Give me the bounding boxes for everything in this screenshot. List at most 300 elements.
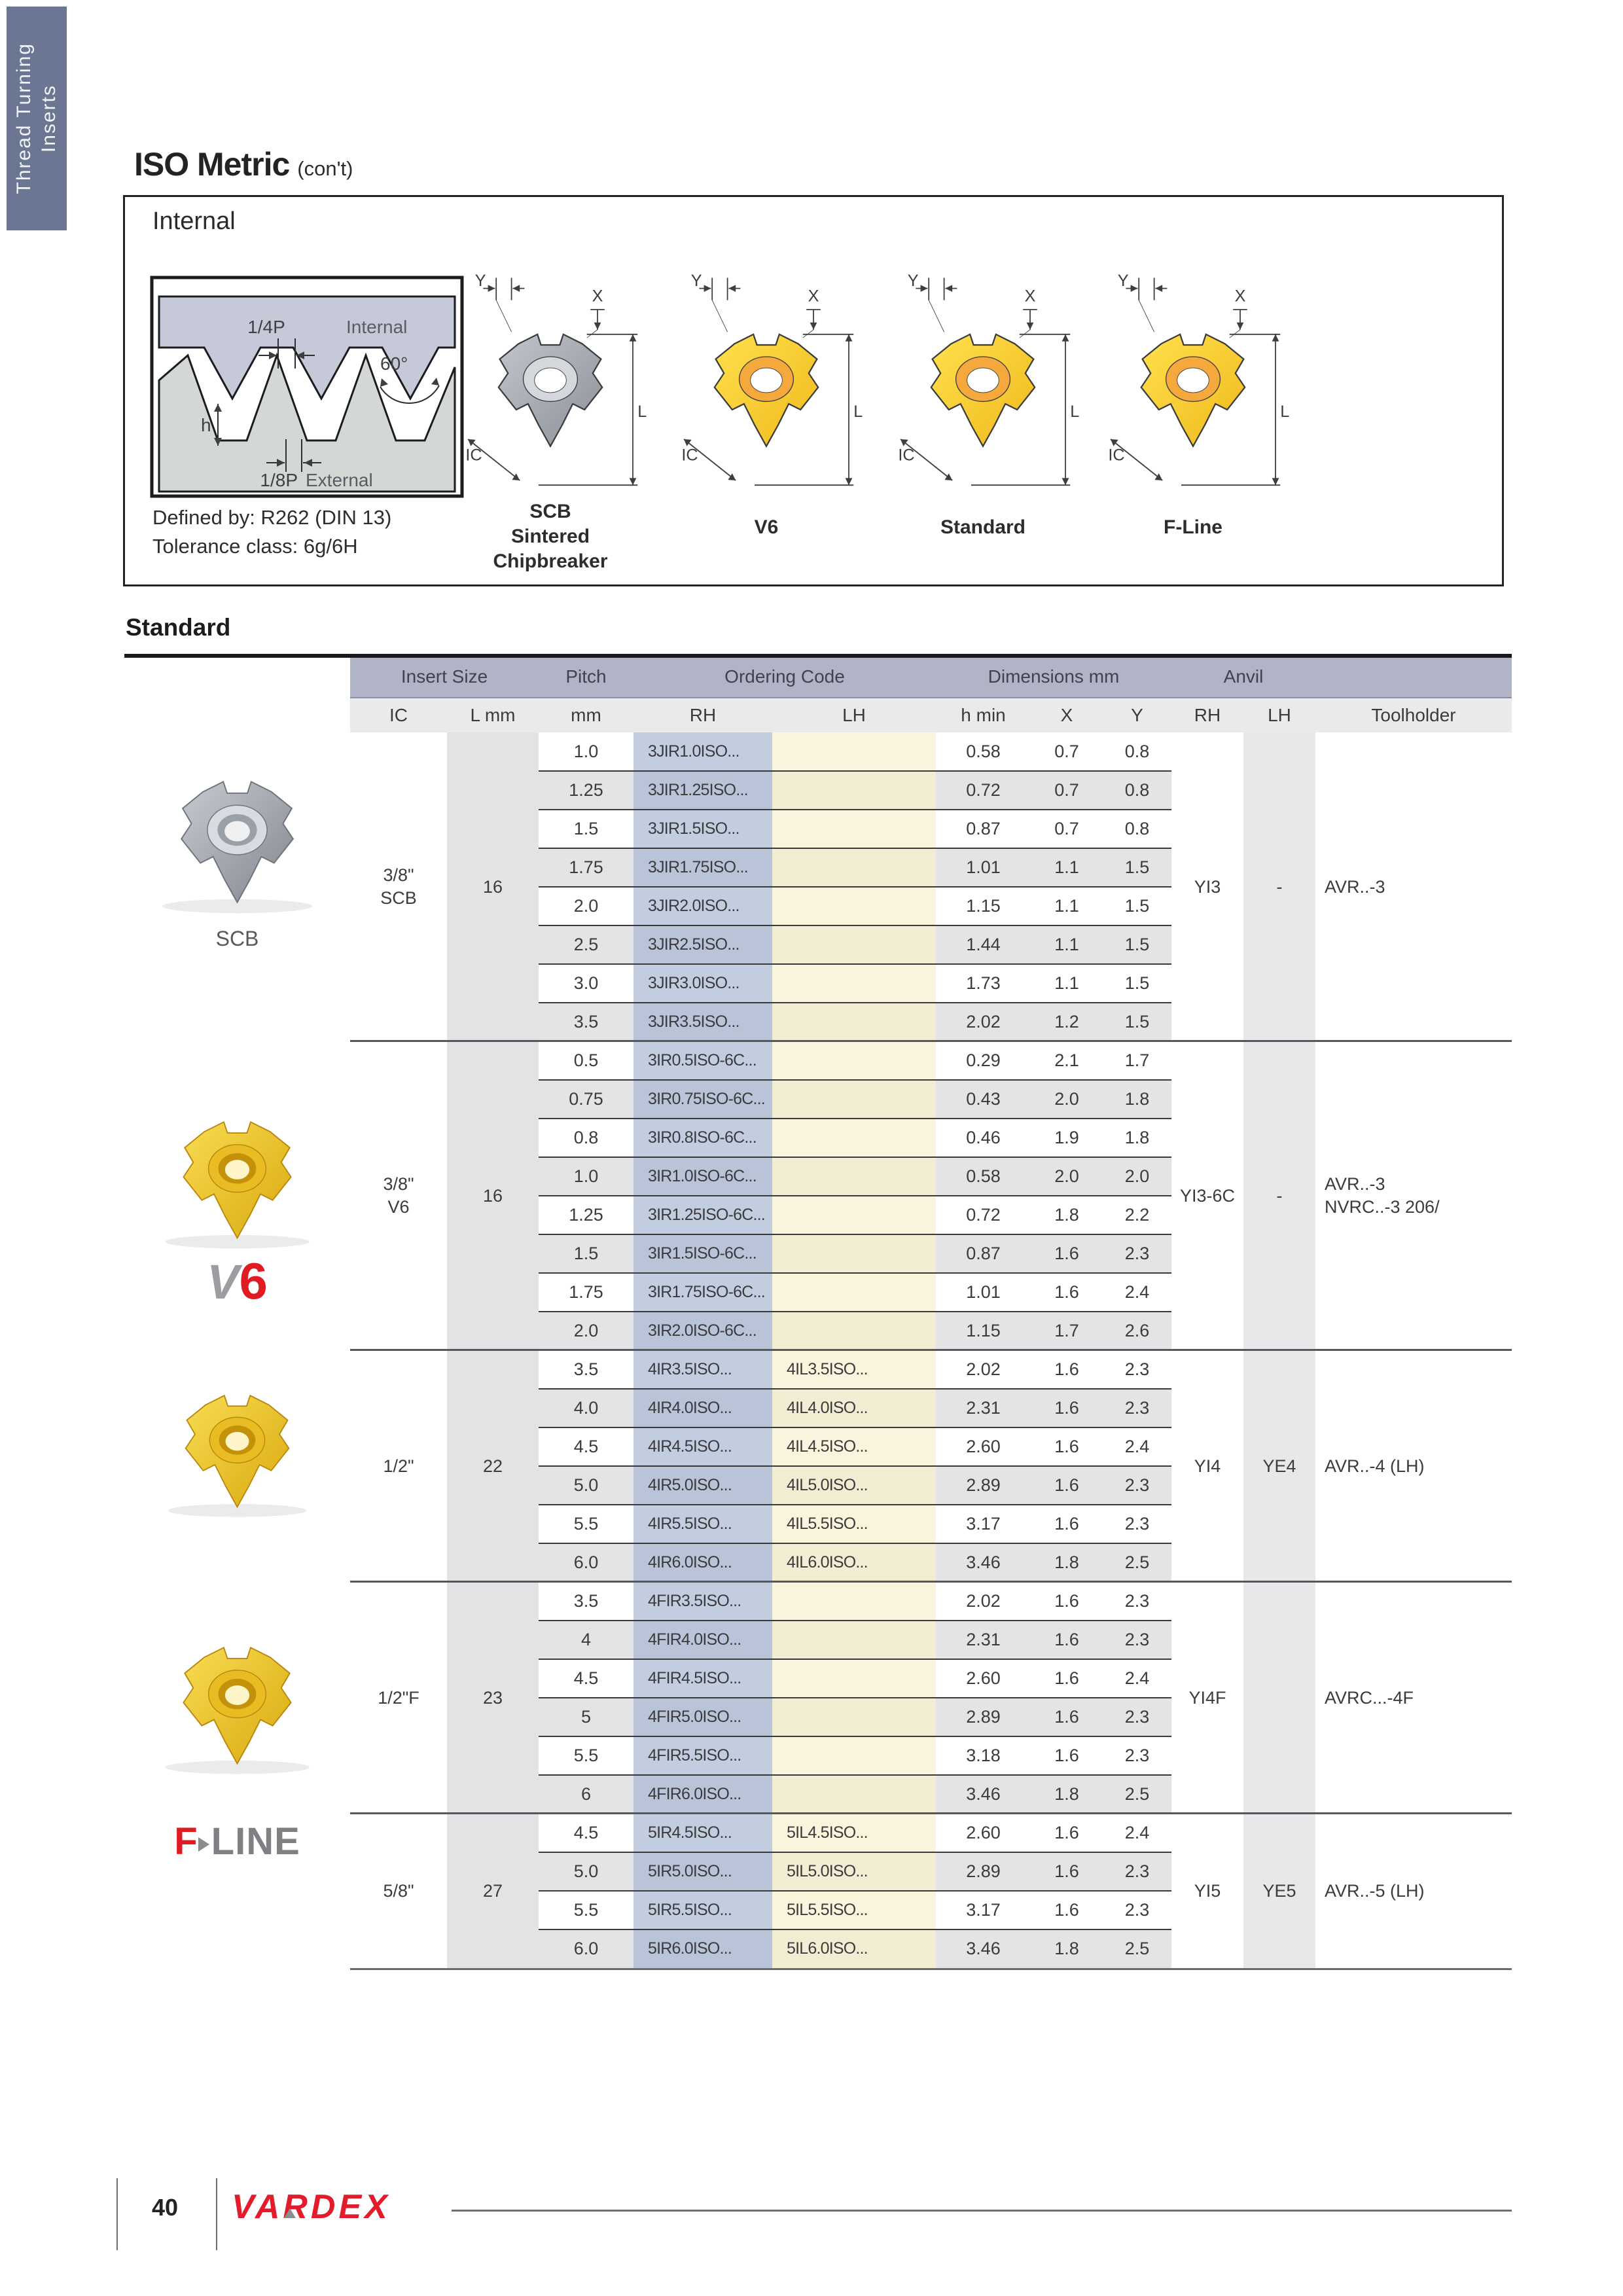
pitch-cell: 4.5 bbox=[539, 1659, 633, 1698]
svg-text:Y: Y bbox=[690, 272, 702, 290]
h-min-cell: 0.43 bbox=[936, 1080, 1031, 1119]
y-cell: 1.5 bbox=[1103, 925, 1171, 964]
pitch-cell: 3.5 bbox=[539, 1003, 633, 1041]
h-min-cell: 0.29 bbox=[936, 1041, 1031, 1080]
h-min-cell: 0.72 bbox=[936, 1196, 1031, 1234]
h-min-cell: 2.02 bbox=[936, 1003, 1031, 1041]
h-min-cell: 2.89 bbox=[936, 1466, 1031, 1505]
ordering-code-rh-cell: 4FIR6.0ISO... bbox=[633, 1775, 787, 1814]
svg-text:Y: Y bbox=[907, 272, 919, 290]
ordering-code-lh-cell: 4IL4.0ISO... bbox=[772, 1389, 950, 1427]
x-cell: 1.8 bbox=[1031, 1929, 1103, 1968]
row-separator bbox=[539, 1272, 1171, 1274]
row-separator bbox=[539, 1079, 1171, 1081]
insert-variant-diagram-standard bbox=[878, 262, 1088, 498]
x-cell: 1.6 bbox=[1031, 1505, 1103, 1543]
row-separator bbox=[539, 1388, 1171, 1390]
toolholder-cell: AVR..-4 (LH) bbox=[1325, 1456, 1425, 1476]
footer-rule bbox=[452, 2210, 1512, 2212]
row-separator bbox=[539, 809, 1171, 810]
y-cell: 2.5 bbox=[1103, 1929, 1171, 1968]
h-min-cell: 0.58 bbox=[936, 1157, 1031, 1196]
pitch-cell: 5.5 bbox=[539, 1736, 633, 1775]
x-cell: 1.6 bbox=[1031, 1582, 1103, 1621]
ordering-code-rh-cell: 4IR3.5ISO... bbox=[633, 1350, 787, 1389]
svg-text:X: X bbox=[1234, 287, 1246, 306]
ordering-code-lh-cell bbox=[772, 1041, 950, 1080]
ordering-code-rh-cell: 4FIR3.5ISO... bbox=[633, 1582, 787, 1621]
y-cell: 0.8 bbox=[1103, 771, 1171, 810]
ordering-code-rh-cell: 5IR5.0ISO... bbox=[633, 1852, 787, 1891]
svg-text:L: L bbox=[1280, 402, 1290, 421]
x-cell: 1.6 bbox=[1031, 1852, 1103, 1891]
y-cell: 2.3 bbox=[1103, 1891, 1171, 1929]
x-cell: 1.1 bbox=[1031, 964, 1103, 1003]
y-cell: 2.4 bbox=[1103, 1273, 1171, 1312]
ordering-code-lh-cell bbox=[772, 1080, 950, 1119]
ordering-code-rh-cell: 4IR6.0ISO... bbox=[633, 1543, 787, 1582]
l-cell: 27 bbox=[482, 1880, 503, 1901]
x-cell: 1.8 bbox=[1031, 1543, 1103, 1582]
x-cell: 1.6 bbox=[1031, 1736, 1103, 1775]
x-cell: 1.8 bbox=[1031, 1775, 1103, 1814]
header-group-anvil: Anvil bbox=[1223, 666, 1264, 687]
pitch-cell: 1.75 bbox=[539, 1273, 633, 1312]
h-min-cell: 2.60 bbox=[936, 1427, 1031, 1466]
x-cell: 2.0 bbox=[1031, 1080, 1103, 1119]
sub-header-y: Y bbox=[1131, 705, 1143, 725]
anvil-rh-cell: YI4 bbox=[1194, 1456, 1221, 1476]
row-separator bbox=[539, 963, 1171, 965]
row-separator bbox=[539, 1697, 1171, 1698]
anvil-rh-cell: YI3-6C bbox=[1179, 1185, 1236, 1206]
row-separator bbox=[539, 1659, 1171, 1660]
l-cell: 22 bbox=[482, 1456, 503, 1476]
row-separator bbox=[539, 1465, 1171, 1467]
x-cell: 1.7 bbox=[1031, 1312, 1103, 1350]
pitch-cell: 3.5 bbox=[539, 1350, 633, 1389]
h-min-cell: 3.17 bbox=[936, 1505, 1031, 1543]
svg-text:Y: Y bbox=[1117, 272, 1129, 290]
y-cell: 2.3 bbox=[1103, 1621, 1171, 1659]
y-cell: 2.3 bbox=[1103, 1736, 1171, 1775]
pitch-cell: 4.5 bbox=[539, 1427, 633, 1466]
y-cell: 2.3 bbox=[1103, 1350, 1171, 1389]
ordering-code-lh-cell bbox=[772, 1234, 950, 1273]
x-cell: 1.6 bbox=[1031, 1814, 1103, 1852]
h-min-cell: 0.87 bbox=[936, 810, 1031, 848]
x-cell: 1.2 bbox=[1031, 1003, 1103, 1041]
ordering-code-rh-cell: 3JIR1.25ISO... bbox=[633, 771, 787, 810]
ordering-code-lh-cell bbox=[772, 1312, 950, 1350]
sub-header-l: L mm bbox=[470, 705, 516, 725]
x-cell: 1.6 bbox=[1031, 1698, 1103, 1736]
internal-section-box bbox=[123, 195, 1504, 586]
x-cell: 1.6 bbox=[1031, 1350, 1103, 1389]
svg-text:IC: IC bbox=[898, 446, 915, 465]
insert-variant-caption: V6 bbox=[754, 516, 779, 538]
y-cell: 1.5 bbox=[1103, 964, 1171, 1003]
l-cell: 23 bbox=[482, 1687, 503, 1708]
brand-logo: VARDEX bbox=[232, 2188, 391, 2226]
h-min-cell: 1.44 bbox=[936, 925, 1031, 964]
ordering-code-rh-cell: 3IR1.25ISO-6C... bbox=[633, 1196, 787, 1234]
toolholder-cell: AVRC...-4F bbox=[1325, 1687, 1414, 1708]
ic-cell: 5/8" bbox=[383, 1880, 414, 1901]
ordering-code-rh-cell: 3JIR1.5ISO... bbox=[633, 810, 787, 848]
h-min-cell: 2.89 bbox=[936, 1852, 1031, 1891]
table-header-groups bbox=[350, 658, 1512, 698]
f-line-logo-line: LINE bbox=[211, 1820, 300, 1863]
page-title bbox=[134, 145, 353, 183]
x-cell: 1.6 bbox=[1031, 1273, 1103, 1312]
pitch-cell: 1.0 bbox=[539, 732, 633, 771]
y-cell: 2.3 bbox=[1103, 1505, 1171, 1543]
row-separator bbox=[539, 1234, 1171, 1235]
ordering-code-lh-cell: 4IL5.0ISO... bbox=[772, 1466, 950, 1505]
l-cell: 16 bbox=[482, 876, 503, 897]
svg-text:L: L bbox=[1070, 402, 1080, 421]
pitch-cell: 1.5 bbox=[539, 810, 633, 848]
row-separator bbox=[539, 848, 1171, 849]
gold-insert-photo bbox=[137, 1613, 337, 1778]
x-cell: 1.6 bbox=[1031, 1389, 1103, 1427]
x-cell: 2.0 bbox=[1031, 1157, 1103, 1196]
y-cell: 2.3 bbox=[1103, 1234, 1171, 1273]
svg-text:X: X bbox=[592, 287, 603, 306]
pitch-cell: 5 bbox=[539, 1698, 633, 1736]
ordering-code-lh-cell: 4IL4.5ISO... bbox=[772, 1427, 950, 1466]
header-group-insert-size: Insert Size bbox=[401, 666, 488, 687]
svg-text:L: L bbox=[853, 402, 863, 421]
pitch-cell: 6.0 bbox=[539, 1543, 633, 1582]
x-cell: 1.6 bbox=[1031, 1234, 1103, 1273]
h-min-cell: 1.15 bbox=[936, 887, 1031, 925]
ordering-code-rh-cell: 4IR5.5ISO... bbox=[633, 1505, 787, 1543]
ordering-code-lh-cell: 4IL3.5ISO... bbox=[772, 1350, 950, 1389]
y-cell: 2.2 bbox=[1103, 1196, 1171, 1234]
ordering-code-lh-cell bbox=[772, 1273, 950, 1312]
section-heading: Standard bbox=[126, 614, 231, 641]
h-min-cell: 2.31 bbox=[936, 1621, 1031, 1659]
table-body bbox=[350, 732, 1512, 1968]
defined-by-text: Defined by: R262 (DIN 13) bbox=[152, 506, 392, 529]
pitch-cell: 1.5 bbox=[539, 1234, 633, 1273]
tolerance-text: Tolerance class: 6g/6H bbox=[152, 535, 358, 558]
pitch-cell: 5.5 bbox=[539, 1505, 633, 1543]
svg-text:X: X bbox=[1024, 287, 1036, 306]
y-cell: 1.8 bbox=[1103, 1080, 1171, 1119]
h-min-cell: 3.46 bbox=[936, 1543, 1031, 1582]
table-sub-headers bbox=[350, 698, 1512, 732]
y-cell: 2.3 bbox=[1103, 1466, 1171, 1505]
insert-variant-diagram-scb bbox=[446, 262, 655, 498]
y-cell: 1.7 bbox=[1103, 1041, 1171, 1080]
ordering-code-rh-cell: 3JIR2.5ISO... bbox=[633, 925, 787, 964]
anvil-lh-cell bbox=[1243, 1582, 1315, 1814]
f-line-logo bbox=[124, 1820, 350, 1863]
ic-cell: 1/2" bbox=[383, 1456, 414, 1476]
y-cell: 2.5 bbox=[1103, 1775, 1171, 1814]
x-cell: 2.1 bbox=[1031, 1041, 1103, 1080]
pitch-cell: 1.25 bbox=[539, 771, 633, 810]
ordering-code-lh-cell bbox=[772, 1659, 950, 1698]
v6-logo-v: V bbox=[207, 1255, 240, 1309]
row-separator bbox=[539, 1118, 1171, 1119]
ordering-code-rh-cell: 4IR4.0ISO... bbox=[633, 1389, 787, 1427]
x-cell: 1.8 bbox=[1031, 1196, 1103, 1234]
y-cell: 2.4 bbox=[1103, 1659, 1171, 1698]
ordering-code-lh-cell: 4IL5.5ISO... bbox=[772, 1505, 950, 1543]
sub-header-toolholder: Toolholder bbox=[1371, 705, 1456, 725]
h-min-cell: 2.02 bbox=[936, 1582, 1031, 1621]
page-number: 40 bbox=[151, 2194, 179, 2221]
ordering-code-lh-cell bbox=[772, 1196, 950, 1234]
row-separator bbox=[539, 1620, 1171, 1621]
h-min-cell: 0.46 bbox=[936, 1119, 1031, 1157]
row-separator bbox=[539, 1002, 1171, 1003]
brand-logo-triangle-icon bbox=[284, 2208, 296, 2218]
toolholder-cell: AVR..-3 NVRC..-3 206/ bbox=[1325, 1174, 1440, 1217]
insert-variant-caption: F-Line bbox=[1164, 516, 1222, 538]
group-separator bbox=[350, 1581, 1512, 1583]
pitch-cell: 1.75 bbox=[539, 848, 633, 887]
ordering-code-rh-cell: 3IR0.75ISO-6C... bbox=[633, 1080, 787, 1119]
x-cell: 1.6 bbox=[1031, 1659, 1103, 1698]
ordering-code-lh-cell bbox=[772, 771, 950, 810]
y-cell: 2.4 bbox=[1103, 1427, 1171, 1466]
ordering-code-lh-cell bbox=[772, 848, 950, 887]
insert-group-1 bbox=[350, 1041, 1512, 1350]
svg-text:IC: IC bbox=[681, 446, 698, 465]
ordering-code-rh-cell: 5IR6.0ISO... bbox=[633, 1929, 787, 1968]
ordering-code-rh-cell: 3JIR1.0ISO... bbox=[633, 732, 787, 771]
y-cell: 2.4 bbox=[1103, 1814, 1171, 1852]
h-min-cell: 1.01 bbox=[936, 848, 1031, 887]
h-min-cell: 2.89 bbox=[936, 1698, 1031, 1736]
row-separator bbox=[539, 1311, 1171, 1312]
l-cell: 16 bbox=[482, 1185, 503, 1206]
pitch-cell: 5.0 bbox=[539, 1466, 633, 1505]
sub-header-hmin: h min bbox=[961, 705, 1006, 725]
row-separator bbox=[539, 1157, 1171, 1158]
x-cell: 0.7 bbox=[1031, 771, 1103, 810]
h-min-cell: 3.18 bbox=[936, 1736, 1031, 1775]
anvil-rh-cell: YI4F bbox=[1188, 1687, 1226, 1708]
pitch-cell: 4 bbox=[539, 1621, 633, 1659]
insert-group-0 bbox=[350, 732, 1512, 1041]
ordering-code-lh-cell: 5IL5.0ISO... bbox=[772, 1852, 950, 1891]
h-min-cell: 1.15 bbox=[936, 1312, 1031, 1350]
gold-insert-photo bbox=[137, 1088, 337, 1253]
header-group-dimensions-mm: Dimensions mm bbox=[988, 666, 1120, 687]
sub-header-anvil-rh: RH bbox=[1194, 705, 1221, 725]
h-min-cell: 2.60 bbox=[936, 1659, 1031, 1698]
row-separator bbox=[539, 925, 1171, 926]
y-cell: 0.8 bbox=[1103, 732, 1171, 771]
pitch-cell: 1.0 bbox=[539, 1157, 633, 1196]
ordering-code-rh-cell: 3JIR3.0ISO... bbox=[633, 964, 787, 1003]
ordering-code-rh-cell: 4IR4.5ISO... bbox=[633, 1427, 787, 1466]
pitch-cell: 4.0 bbox=[539, 1389, 633, 1427]
pitch-cell: 5.0 bbox=[539, 1852, 633, 1891]
v6-logo-6: 6 bbox=[239, 1252, 268, 1310]
pitch-cell: 0.75 bbox=[539, 1080, 633, 1119]
pitch-cell: 6 bbox=[539, 1775, 633, 1814]
anvil-lh-cell: - bbox=[1276, 876, 1283, 897]
row-separator bbox=[539, 886, 1171, 888]
header-group-ordering-code: Ordering Code bbox=[724, 666, 845, 687]
ordering-code-rh-cell: 3IR2.0ISO-6C... bbox=[633, 1312, 787, 1350]
y-cell: 0.8 bbox=[1103, 810, 1171, 848]
f-line-arrow-icon bbox=[198, 1837, 209, 1852]
ordering-code-lh-cell: 4IL6.0ISO... bbox=[772, 1543, 950, 1582]
x-cell: 1.6 bbox=[1031, 1891, 1103, 1929]
f-line-logo-f: F bbox=[174, 1820, 198, 1863]
pitch-cell: 5.5 bbox=[539, 1891, 633, 1929]
group-separator bbox=[350, 1040, 1512, 1042]
anvil-lh-cell: YE5 bbox=[1262, 1880, 1296, 1901]
ordering-code-rh-cell: 3JIR1.75ISO... bbox=[633, 848, 787, 887]
definition-note bbox=[152, 503, 391, 561]
footer-divider-1 bbox=[116, 2178, 118, 2250]
gold-insert-photo bbox=[137, 1363, 337, 1521]
x-cell: 1.6 bbox=[1031, 1621, 1103, 1659]
svg-text:1/4P: 1/4P bbox=[247, 317, 285, 337]
anvil-lh-cell: - bbox=[1276, 1185, 1283, 1206]
h-min-cell: 2.02 bbox=[936, 1350, 1031, 1389]
table-bottom-rule bbox=[350, 1968, 1512, 1970]
row-separator bbox=[539, 1890, 1171, 1892]
ordering-code-rh-cell: 3IR1.0ISO-6C... bbox=[633, 1157, 787, 1196]
x-cell: 0.7 bbox=[1031, 732, 1103, 771]
ordering-code-lh-cell bbox=[772, 1157, 950, 1196]
ordering-code-lh-cell bbox=[772, 1736, 950, 1775]
ordering-code-lh-cell bbox=[772, 1003, 950, 1041]
sub-header-rh: RH bbox=[689, 705, 717, 725]
h-min-cell: 3.46 bbox=[936, 1929, 1031, 1968]
svg-text:External: External bbox=[306, 470, 373, 490]
internal-title: Internal bbox=[152, 207, 236, 235]
y-cell: 1.5 bbox=[1103, 1003, 1171, 1041]
row-separator bbox=[539, 1195, 1171, 1196]
ordering-code-rh-cell: 3IR1.5ISO-6C... bbox=[633, 1234, 787, 1273]
row-separator bbox=[539, 1774, 1171, 1776]
ordering-code-lh-cell: 5IL6.0ISO... bbox=[772, 1929, 950, 1968]
x-cell: 1.1 bbox=[1031, 925, 1103, 964]
sub-header-anvil-lh: LH bbox=[1268, 705, 1291, 725]
ic-cell: 3/8" SCB bbox=[380, 865, 417, 908]
h-min-cell: 2.60 bbox=[936, 1814, 1031, 1852]
y-cell: 2.0 bbox=[1103, 1157, 1171, 1196]
sub-header-lh: LH bbox=[842, 705, 866, 725]
h-min-cell: 3.17 bbox=[936, 1891, 1031, 1929]
insert-group-4 bbox=[350, 1814, 1512, 1968]
svg-text:h: h bbox=[201, 415, 211, 435]
ic-cell: 3/8" V6 bbox=[383, 1174, 414, 1217]
row-separator bbox=[539, 1852, 1171, 1853]
h-min-cell: 0.58 bbox=[936, 732, 1031, 771]
x-cell: 1.6 bbox=[1031, 1466, 1103, 1505]
ordering-code-lh-cell: 5IL4.5ISO... bbox=[772, 1814, 950, 1852]
thread-profile-diagram bbox=[150, 276, 464, 498]
ordering-code-rh-cell: 3IR0.5ISO-6C... bbox=[633, 1041, 787, 1080]
insert-photo-label: SCB bbox=[215, 927, 259, 950]
ordering-code-rh-cell: 4FIR4.0ISO... bbox=[633, 1621, 787, 1659]
ordering-code-rh-cell: 5IR4.5ISO... bbox=[633, 1814, 787, 1852]
anvil-lh-cell: YE4 bbox=[1262, 1456, 1296, 1476]
group-separator bbox=[350, 1349, 1512, 1351]
sub-header-x: X bbox=[1060, 705, 1073, 725]
ordering-code-lh-cell bbox=[772, 810, 950, 848]
ordering-code-rh-cell: 3IR1.75ISO-6C... bbox=[633, 1273, 787, 1312]
row-separator bbox=[539, 1504, 1171, 1505]
sidebar-tab-label-line2: Inserts bbox=[38, 84, 60, 153]
pitch-cell: 2.5 bbox=[539, 925, 633, 964]
v6-logo bbox=[124, 1251, 350, 1311]
y-cell: 1.5 bbox=[1103, 887, 1171, 925]
ordering-code-rh-cell: 4FIR4.5ISO... bbox=[633, 1659, 787, 1698]
anvil-rh-cell: YI5 bbox=[1194, 1880, 1221, 1901]
h-min-cell: 1.73 bbox=[936, 964, 1031, 1003]
svg-text:L: L bbox=[637, 402, 647, 421]
toolholder-cell: AVR..-5 (LH) bbox=[1325, 1880, 1425, 1901]
ordering-code-lh-cell bbox=[772, 887, 950, 925]
row-separator bbox=[539, 1929, 1171, 1930]
pitch-cell: 0.5 bbox=[539, 1041, 633, 1080]
insert-variant-caption: Standard bbox=[940, 516, 1026, 538]
y-cell: 2.3 bbox=[1103, 1852, 1171, 1891]
pitch-cell: 2.0 bbox=[539, 887, 633, 925]
sidebar-tab-label-line1: Thread Turning bbox=[13, 43, 35, 194]
svg-text:1/8P: 1/8P bbox=[260, 470, 298, 490]
svg-text:Y: Y bbox=[474, 272, 486, 290]
y-cell: 1.8 bbox=[1103, 1119, 1171, 1157]
x-cell: 1.1 bbox=[1031, 848, 1103, 887]
spec-table bbox=[350, 658, 1512, 1970]
page-title-suffix: (con't) bbox=[297, 157, 353, 180]
ordering-code-lh-cell bbox=[772, 1582, 950, 1621]
pitch-cell: 3.0 bbox=[539, 964, 633, 1003]
sub-header-pitch: mm bbox=[571, 705, 601, 725]
row-separator bbox=[539, 1543, 1171, 1544]
ic-cell: 1/2"F bbox=[378, 1687, 419, 1708]
insert-variant-diagram-f-line bbox=[1088, 262, 1298, 498]
row-separator bbox=[539, 1427, 1171, 1428]
ordering-code-rh-cell: 3JIR3.5ISO... bbox=[633, 1003, 787, 1041]
anvil-rh-cell: YI3 bbox=[1194, 876, 1221, 897]
row-separator bbox=[539, 770, 1171, 772]
y-cell: 2.5 bbox=[1103, 1543, 1171, 1582]
svg-text:IC: IC bbox=[1108, 446, 1125, 465]
y-cell: 1.5 bbox=[1103, 848, 1171, 887]
ordering-code-lh-cell bbox=[772, 964, 950, 1003]
x-cell: 1.1 bbox=[1031, 887, 1103, 925]
pitch-cell: 2.0 bbox=[539, 1312, 633, 1350]
group-separator bbox=[350, 1812, 1512, 1814]
ordering-code-lh-cell bbox=[772, 732, 950, 771]
pitch-cell: 6.0 bbox=[539, 1929, 633, 1968]
h-min-cell: 3.46 bbox=[936, 1775, 1031, 1814]
ordering-code-rh-cell: 3IR0.8ISO-6C... bbox=[633, 1119, 787, 1157]
y-cell: 2.3 bbox=[1103, 1389, 1171, 1427]
ordering-code-lh-cell bbox=[772, 1698, 950, 1736]
pitch-cell: 1.25 bbox=[539, 1196, 633, 1234]
ordering-code-rh-cell: 4FIR5.0ISO... bbox=[633, 1698, 787, 1736]
ordering-code-lh-cell bbox=[772, 1775, 950, 1814]
pitch-cell: 4.5 bbox=[539, 1814, 633, 1852]
ordering-code-rh-cell: 4FIR5.5ISO... bbox=[633, 1736, 787, 1775]
